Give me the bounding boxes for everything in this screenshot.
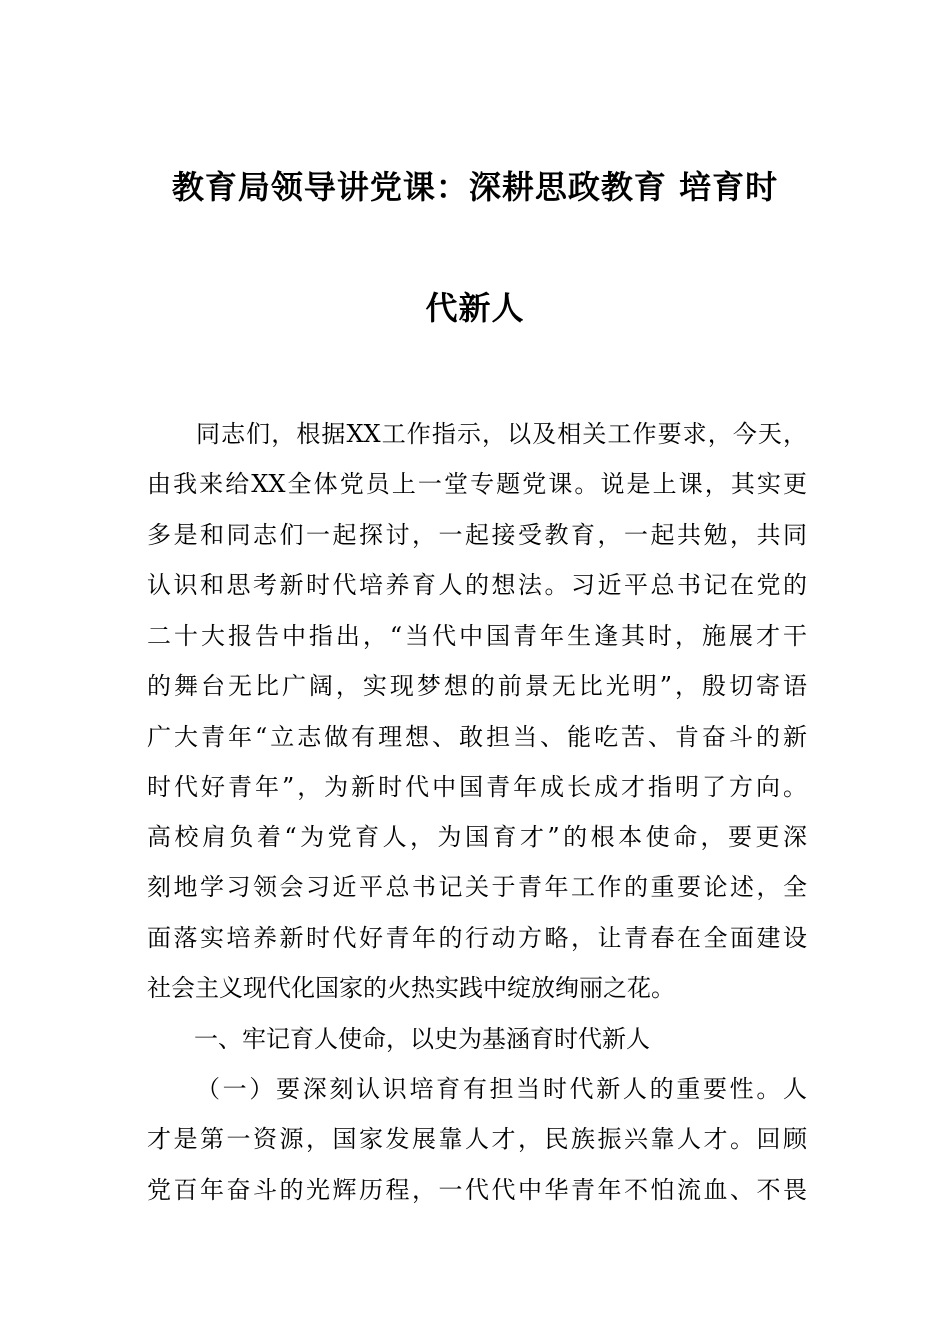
paragraph-line: 由我来给XX全体党员上一堂专题党课。说是上课，其实更 [147,470,807,498]
paragraph-line: 时代好青年”，为新时代中国青年成长成才指明了方向。 [147,773,807,801]
subsection-heading-line: （一）要深刻认识培育有担当时代新人的重要性。人 [196,1075,807,1103]
paragraph-line: 同志们，根据XX工作指示，以及相关工作要求，今天， [196,420,807,448]
paragraph-line: 面落实培养新时代好青年的行动方略，让青春在全面建设 [147,924,807,952]
paragraph-line: 才是第一资源，国家发展靠人才，民族振兴靠人才。回顾 [147,1125,807,1153]
paragraph-line: 党百年奋斗的光辉历程，一代代中华青年不怕流血、不畏 [147,1176,807,1204]
paragraph-line: 广大青年“立志做有理想、敢担当、能吃苦、肯奋斗的新 [147,723,807,751]
paragraph-line: 多是和同志们一起探讨，一起接受教育，一起共勉，共同 [147,521,807,549]
paragraph-line: 刻地学习领会习近平总书记关于青年工作的重要论述，全 [147,873,807,901]
paragraph-line: 社会主义现代化国家的火热实践中绽放绚丽之花。 [147,974,675,1002]
document-title-line-2: 代新人 [425,289,525,327]
paragraph-line: 高校肩负着“为党育人，为国育才”的根本使命，要更深 [147,823,807,851]
paragraph-line: 认识和思考新时代培养育人的想法。习近平总书记在党的 [147,571,807,599]
document-title-line-1: 教育局领导讲党课：深耕思政教育 培育时 [171,168,779,206]
paragraph-line: 二十大报告中指出，“当代中国青年生逢其时，施展才干 [147,622,807,650]
section-heading: 一、牢记育人使命，以史为基涵育时代新人 [194,1025,650,1053]
paragraph-line: 的舞台无比广阔，实现梦想的前景无比光明”，殷切寄语 [147,672,807,700]
